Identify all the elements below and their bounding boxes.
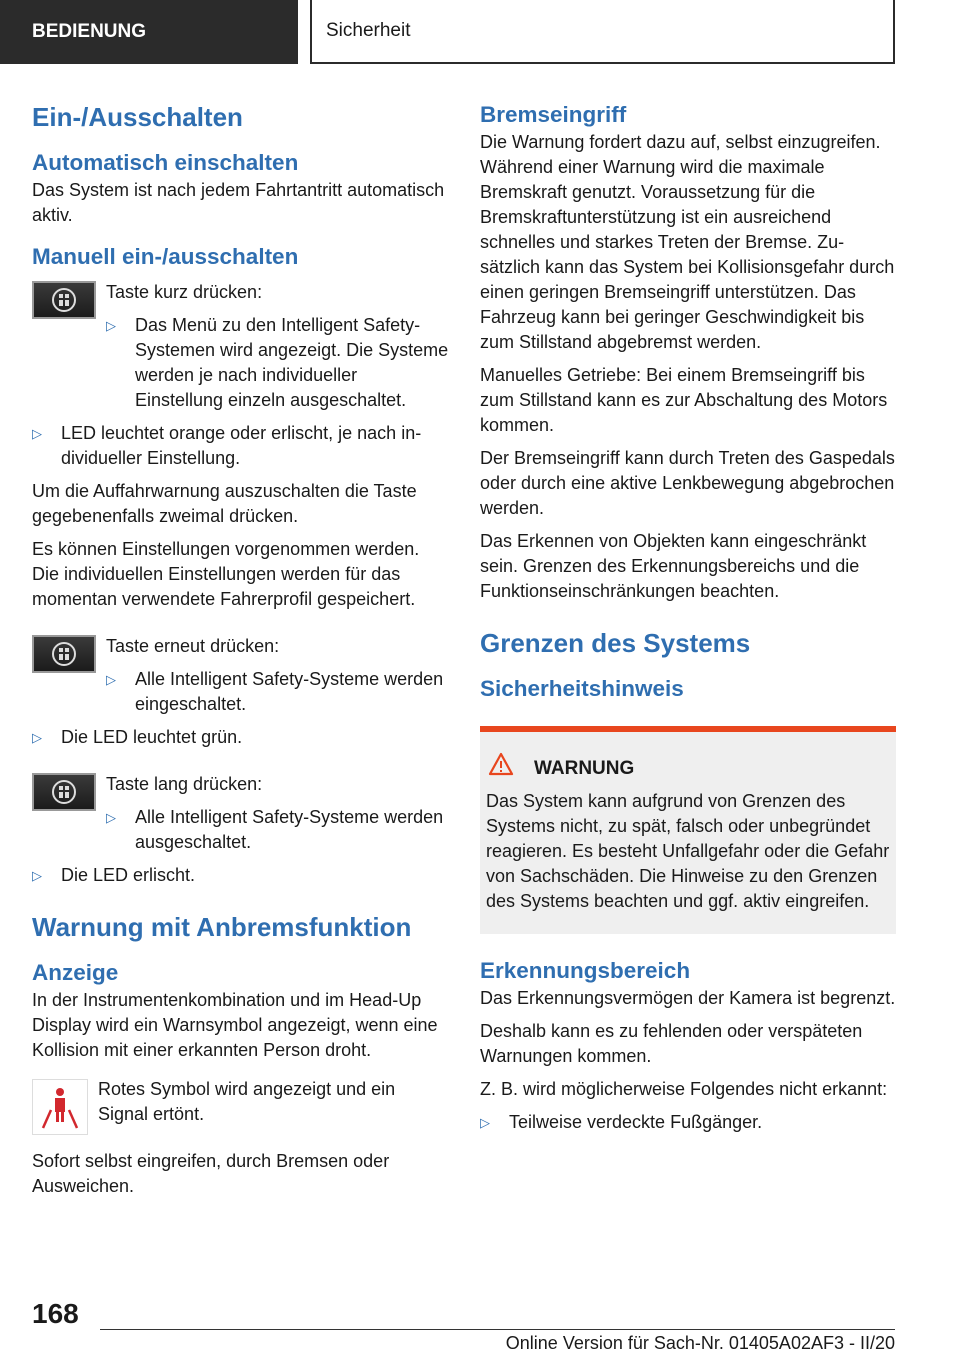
triangle-bullet-icon: ▷	[106, 672, 116, 687]
warning-title: WARNUNG	[534, 757, 635, 779]
right-column	[480, 100, 896, 1135]
triangle-bullet-icon: ▷	[106, 318, 116, 333]
left-column	[32, 100, 450, 1199]
heading-warning-brake: Warnung mit Anbremsfunktion	[32, 912, 412, 942]
triangle-bullet-icon: ▷	[32, 426, 42, 441]
red-symbol-block	[32, 1077, 450, 1135]
page-header	[0, 0, 960, 66]
heading-display: Anzeige	[32, 960, 119, 985]
press-again-label: Taste erneut drücken:	[106, 636, 280, 656]
warning-box	[480, 726, 896, 934]
paragraph-detect-3: Z. B. wird möglicherweise Folgendes nicht erkannt:	[480, 1079, 888, 1099]
heading-on-off: Ein-/Ausschalten	[32, 102, 243, 132]
paragraph-display: In der Instrumentenkombination und im Head-Up Display wird ein Warnsymbol angezeigt, wenn eine Kollision mit einer erkannten Person droht.	[32, 990, 438, 1060]
press-long-label: Taste lang drücken:	[106, 774, 263, 794]
paragraph-detect-1: Das Erkennungsvermögen der Kamera ist begrenzt.	[480, 988, 896, 1008]
red-symbol-text: Rotes Symbol wird angezeigt und ein Signal ertönt.	[98, 1079, 396, 1124]
paragraph-settings: Es können Einstellungen vorgenommen werden. Die individuellen Einstellungen werden für das momentan verwendete Fahrerprofil gespeichert.	[32, 539, 420, 609]
list-item: ▷ Alle Intelligent Safety-Systeme werden eingeschaltet.	[106, 667, 450, 717]
list-item: ▷ Die LED leuchtet grün.	[32, 725, 450, 750]
triangle-bullet-icon: ▷	[106, 810, 116, 825]
heading-limits: Grenzen des Systems	[480, 628, 751, 658]
paragraph-brake-1: Die Warnung fordert dazu auf, selbst einzugreifen. Während einer Warnung wird die maximale Bremskraft genutzt. Voraussetzung für die Bremskraftunterstützung ist ein ausreichend schnelles und starkes Treten der Bremse. Zusätzlich kann das System bei Kollisionsgefahr durch einen geringen Bremseingriff unterstützen. Das Fahrzeug kann bei geringer Geschwindigkeit bis zum Stillstand abgebremst werden.	[480, 132, 895, 352]
warning-text: Das System kann aufgrund von Grenzen des Systems nicht, zu spät, falsch oder unbegründet reagieren. Es besteht Unfallgefahr oder die Gefahr von Sachschäden. Die Hinweise zu den Grenzen des Systems beachten und ggf. aktiv eingreifen.	[486, 791, 890, 911]
triangle-bullet-icon: ▷	[480, 1115, 490, 1130]
list-item: ▷ Das Menü zu den Intelligent Safety-Systemen wird angezeigt. Die Systeme werden je nach individueller Einstellung einzeln ausgeschaltet.	[106, 313, 450, 413]
list-item: ▷ Teilweise verdeckte Fußgänger.	[480, 1110, 896, 1135]
pedestrian-warning-icon	[32, 1079, 88, 1135]
safety-button-icon	[32, 773, 96, 811]
warning-triangle-icon	[486, 752, 534, 785]
heading-brake: Bremseingriff	[480, 102, 627, 127]
footer-text: Online Version für Sach-Nr. 01405A02AF3 - II/20	[505, 1333, 895, 1353]
press-short-label: Taste kurz drücken:	[106, 282, 263, 302]
press-again-block	[32, 634, 450, 717]
list-item: ▷ LED leuchtet orange oder erlischt, je nach individueller Einstellung.	[32, 421, 450, 471]
paragraph-brake-3: Der Bremseingriff kann durch Treten des Gaspedals oder durch eine aktive Lenkbewegung abgebrochen werden.	[480, 448, 895, 518]
heading-detection: Erkennungsbereich	[480, 958, 691, 983]
list-item: ▷ Die LED erlischt.	[32, 863, 450, 888]
heading-manual: Manuell ein-/ausschalten	[32, 244, 299, 269]
footer-divider	[100, 1329, 895, 1330]
heading-auto-on: Automatisch einschalten	[32, 150, 299, 175]
triangle-bullet-icon: ▷	[32, 730, 42, 745]
long-press-block	[32, 772, 450, 855]
paragraph-brake-4: Das Erkennen von Objekten kann eingeschränkt sein. Grenzen des Erkennungsbereichs und die Funktionseinschränkungen beachten.	[480, 531, 867, 601]
list-item: ▷ Alle Intelligent Safety-Systeme werden ausgeschaltet.	[106, 805, 450, 855]
triangle-bullet-icon: ▷	[32, 868, 42, 883]
safety-button-icon	[32, 281, 96, 319]
paragraph-brake-2: Manuelles Getriebe: Bei einem Bremseingriff bis zum Stillstand kann es zur Abschaltung des Motors kommen.	[480, 365, 888, 435]
short-press-block	[32, 280, 450, 413]
paragraph-press-twice: Um die Auffahrwarnung auszuschalten die Taste gegebenenfalls zweimal drücken.	[32, 481, 417, 526]
paragraph-intervene: Sofort selbst eingreifen, durch Bremsen oder Ausweichen.	[32, 1151, 390, 1196]
heading-safety-note: Sicherheitshinweis	[480, 676, 684, 701]
safety-button-icon	[32, 635, 96, 673]
page-number: 168	[32, 1298, 79, 1329]
chapter-label: Sicherheit	[310, 0, 895, 64]
paragraph-detect-2: Deshalb kann es zu fehlenden oder verspäteten Warnungen kommen.	[480, 1021, 863, 1066]
paragraph-auto-on: Das System ist nach jedem Fahrtantritt automatisch aktiv.	[32, 180, 445, 225]
section-label: BEDIENUNG	[0, 0, 298, 64]
